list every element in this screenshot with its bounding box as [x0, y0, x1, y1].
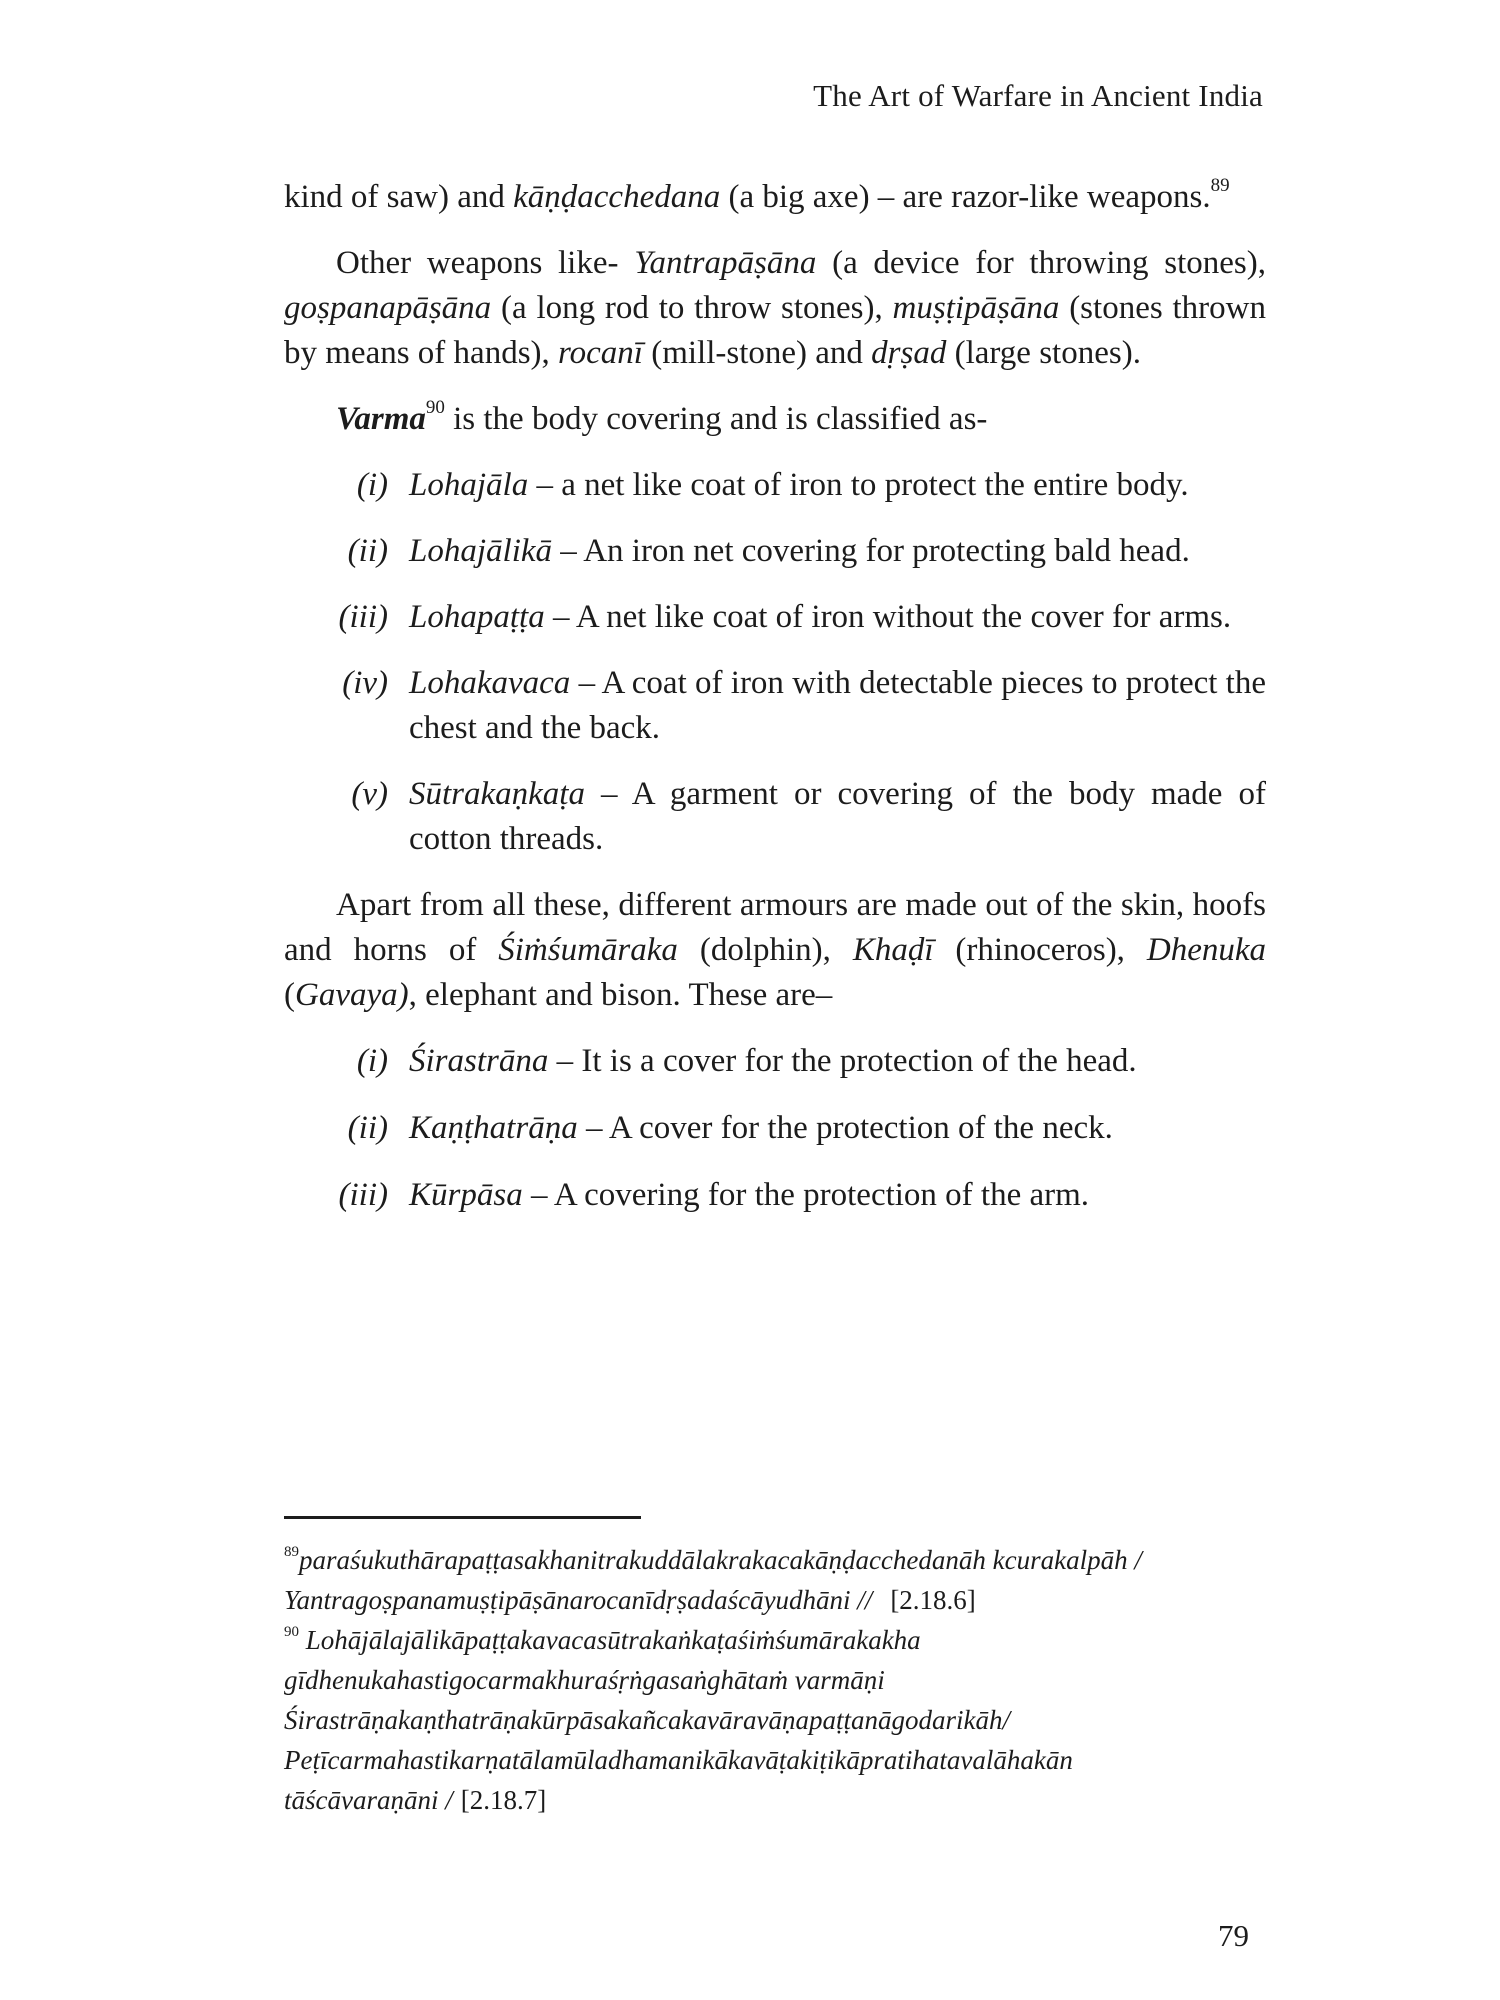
list-item: (iii) Kūrpāsa – A covering for the protection of the arm.: [338, 1177, 1090, 1213]
term-dhenuka: Dhenuka: [1146, 932, 1266, 968]
footnote-separator: [284, 1516, 641, 1519]
footnote-89: $^{89}$paraśukuthārapaṭṭasakhanitrakuddālakrakacakāṇḍacchedanāh kcurakalpāh /: [284, 1544, 1142, 1575]
page-number: 79: [1218, 1918, 1249, 1953]
armour-list: [284, 1039, 1266, 1218]
term-mustipasana: muṣṭipāṣāna: [892, 290, 1060, 326]
footnote-90-reference: [2.18.7]: [460, 1785, 547, 1815]
term-khadi: Khaḍī: [852, 932, 934, 968]
list-item: (i) Śirastrāna – It is a cover for the protection of the head.: [356, 1043, 1137, 1079]
list-item: (i) Lohajāla – a net like coat of iron to protect the entire body.: [356, 467, 1189, 503]
footnote-90: $^{90}$ Lohājālajālikāpaṭṭakavacasūtrakaṅkaṭaśiṁśumārakakha: [284, 1624, 921, 1655]
term-simsumaraka: Śiṁśumāraka: [498, 932, 678, 968]
running-head-title: The Art of Warfare in Ancient India: [813, 78, 1263, 113]
term-varma: Varma: [336, 401, 426, 437]
varma-list: [284, 463, 1266, 862]
term-gavaya: Gavaya): [295, 977, 409, 1013]
paragraph-razor-weapons: kind of saw) and kāṇḍacchedana (a big axe) – are razor-like weapons.$^{89}$: [284, 175, 1230, 215]
list-item: (ii) Kaṇṭhatrāṇa – A cover for the protection of the neck.: [347, 1110, 1113, 1146]
footnote-89-reference: [2.18.6]: [890, 1585, 976, 1615]
paragraph-other-armours: Apart from all these, different armours are made out of the skin, hoofs and horns of Śiṁśumāraka (dolphin), Khaḍī (rhinoceros), Dhenuka (Gavaya), elephant and bison. These are–: [284, 887, 1266, 1013]
list-item: (v) Sūtrakaṇkaṭa – A garment or covering of the body made of cotton threads.: [351, 776, 1266, 857]
term-yantrapasana: Yantrapāṣāna: [634, 245, 817, 281]
footnote-marker-90[interactable]: 90: [425, 397, 445, 418]
term-gospanapasana: goṣpanapāṣāna: [284, 290, 492, 326]
list-item: (ii) Lohajālikā – An iron net covering for protecting bald head.: [347, 533, 1190, 569]
paragraph-varma: Varma$^{90}$ is the body covering and is classified as-: [336, 397, 988, 437]
list-item: (iii) Lohapaṭṭa – A net like coat of iron without the cover for arms.: [338, 599, 1232, 635]
term-kandacchedana: kāṇḍacchedana: [513, 179, 721, 215]
main-text: [284, 175, 1266, 1240]
paragraph-other-weapons: Other weapons like- Yantrapāṣāna (a device for throwing stones), goṣpanapāṣāna (a long rod to throw stones), muṣṭipāṣāna (stones thrown by means of hands), rocanī (mill-stone) and dṛṣad (large stones).: [284, 245, 1267, 371]
footnotes: $^{89}$paraśukuthārapaṭṭasakhanitrakuddālakrakacakāṇḍacchedanāh kcurakalpāh / Yantragoṣpanamuṣṭipāṣānarocanīdṛṣadaścāyudhāni // [2.18.6] $^{90}$ Lohājālajālikāpaṭṭakavacasūtrakaṅkaṭaśiṁśumārakakha gīdhenukahastigocarmakhuraśṛṅgasaṅghātaṁ varmāṇi Śirastrāṇakaṇthatrāṇakūrpāsakañcakavāravāṇapaṭṭanāgodarikāh/ Peṭīcarmahastikarṇatālamūladhamanikākavāṭakiṭikāpratihatavalāhakān tāścāvaraṇāni / [2.18.7]: [284, 1540, 1284, 1820]
footnote-marker-89[interactable]: 89: [1210, 175, 1230, 196]
term-rocani: rocanī: [558, 335, 643, 371]
list-item: (iv) Lohakavaca – A coat of iron with detectable pieces to protect the chest and the back.: [342, 665, 1266, 746]
term-drsad: dṛṣad: [871, 335, 947, 371]
